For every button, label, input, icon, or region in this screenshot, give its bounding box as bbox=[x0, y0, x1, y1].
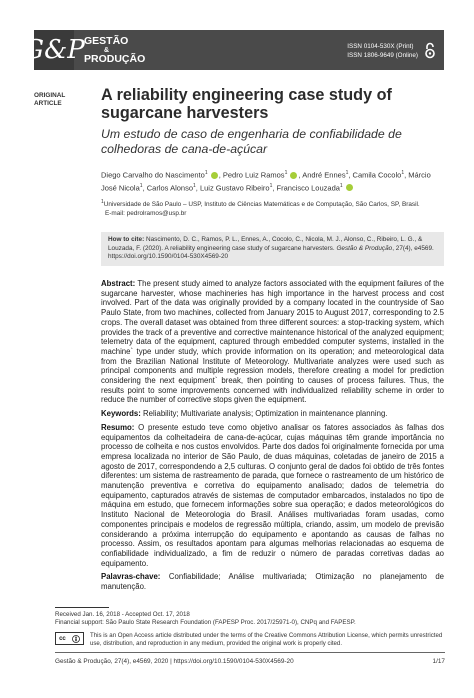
page-footer-citation: Gestão & Produção, 27(4), e4569, 2020 | https://doi.org/10.1590/0104-530X4569-20 bbox=[55, 658, 294, 665]
article-abstracts bbox=[101, 279, 444, 596]
how-to-cite-text: Nascimento, D. C., Ramos, P. L., Ennes, A., Cocolo, C., Nicola, M. J., Alonso, C., Ribeiro, L. G., & Louzada, F. (2020). A reliability engineering case study of sugarcane harvesters. bbox=[108, 236, 423, 252]
orcid-icon[interactable] bbox=[290, 172, 297, 179]
how-to-cite-details[interactable]: , 27(4), e4569. https://doi.org/10.1590/0104-530X4569-20 bbox=[108, 244, 434, 261]
author-name[interactable]: Márcio José Nicola bbox=[101, 170, 431, 192]
attribution-icon bbox=[72, 635, 80, 643]
resumo-text: O presente estudo teve como objetivo analisar os fatores associados às falhas dos equipamentos da colheitadeira de cana-de-açúcar, cujas máquinas têm grande importância no processo de colheita e nos custos envolvidos. Parte dos dados foi originalmente fornecida por uma empresa localizada no interior de São Paulo, de duas máquinas, coletadas de janeiro de 2015 a agosto de 2017, correspondendo a 2,5 culturas. O conjunto geral de dados foi obtido de três fontes diferentes: um sistema de rastreamento de parada, que fornece o rastreamento de um histórico de manutenção preventiva e corretiva do equipamento analisado; dados de telemetria do equipamento, capturados através de sistemas de computador embarcados, instalados no tipo de máquina em estudo, que fornecem informações sobre sua operação; e dados meteorológicos do Instituto Nacional de Meteorologia do Brasil. Análises multivariadas foram usadas, como componentes principais e modelos de regressão múltipla, criando, assim, um modelo de previsão considerando a próxima interrupção do equipamento e apontando as causas de falhas no processo. Assim, os resultados apontam para algumas melhorias relacionadas ao esquema de confiabilidade individualizado, a fim de reduzir o número de paradas corretivas dadas ao equipamento. bbox=[101, 422, 444, 568]
author-list: Diego Carvalho do Nascimento$^1$ , Pedro Luiz Ramos$^1$ , André Ennes$^1$, Camila Cocolo$^1$, Márcio José Nicola$^1$, Carlos Alonso$^1$, Luiz Gustavo Ribeiro$^1$, Francisco Louzada$^1$ bbox=[101, 170, 431, 192]
resumo-paragraph bbox=[101, 423, 444, 569]
author-name[interactable]: Luiz Gustavo Ribeiro bbox=[199, 183, 270, 192]
article-title: A reliability engineering case study of sugarcane harvesters bbox=[101, 86, 392, 122]
how-to-cite-box bbox=[101, 232, 444, 266]
license-text: This is an Open Access article distributed under the terms of the Creative Commons Attribution License, which permits unrestricted use, distribution, and reproduction in any medium, provided the original work is properly cited. bbox=[90, 632, 443, 647]
journal-name-line1: GESTÃO bbox=[84, 34, 129, 47]
author-name[interactable]: Pedro Luiz Ramos bbox=[222, 170, 285, 180]
article-type bbox=[34, 92, 65, 108]
journal-header bbox=[23, 30, 444, 70]
author-name[interactable]: Camila Cocolo bbox=[352, 170, 402, 180]
page-number: 1/17 bbox=[432, 658, 445, 665]
received-date: Received Jan. 16, 2018 - Accepted Oct. 17, 2018 bbox=[55, 611, 190, 618]
article-type-line1: ORIGINAL bbox=[34, 92, 66, 99]
author-name[interactable]: Diego Carvalho do Nascimento bbox=[101, 170, 205, 180]
orcid-icon[interactable] bbox=[346, 184, 353, 191]
financial-support: Financial support: São Paulo State Research Foundation (FAPESP Proc. 2017/25971-0), CNPq and FAPESP. bbox=[55, 619, 356, 627]
author-name[interactable]: Carlos Alonso bbox=[146, 183, 194, 192]
journal-name-amp: & bbox=[104, 46, 110, 54]
license-row bbox=[55, 632, 445, 648]
author-name[interactable]: André Ennes bbox=[302, 170, 346, 180]
article-front-matter bbox=[101, 86, 444, 218]
abstract-paragraph bbox=[101, 279, 444, 405]
affiliation: $^1$Universidade de São Paulo – USP, Instituto de Ciências Matemáticas e de Computação, São Carlos, SP, Brasil. E-mail: pedrolramos@usp.br bbox=[101, 198, 444, 218]
keywords-label: Keywords: bbox=[101, 409, 141, 419]
cc-license-icon[interactable]: cc bbox=[55, 632, 84, 645]
resumo-label: Resumo: bbox=[101, 422, 135, 432]
page-footer-divider bbox=[55, 652, 445, 653]
how-to-cite-label: How to cite: bbox=[108, 236, 145, 243]
issn-print: ISSN 0104-530X (Print) bbox=[347, 43, 414, 50]
issn-online: ISSN 1806-9649 (Online) bbox=[347, 52, 418, 59]
palavras-chave-text: Confiabilidade; Análise multivariada; Otimização no planejamento de manutenção. bbox=[101, 572, 445, 592]
open-access-icon bbox=[424, 42, 436, 59]
issn-block bbox=[347, 42, 418, 60]
affiliation-email[interactable]: E-mail: pedrolramos@usp.br bbox=[105, 209, 187, 217]
abstract-label: Abstract: bbox=[101, 279, 136, 288]
journal-logo: G&P bbox=[34, 30, 74, 70]
palavras-chave-paragraph bbox=[101, 572, 444, 591]
author-name[interactable]: Francisco Louzada bbox=[276, 183, 340, 192]
article-subtitle: Um estudo de caso de engenharia de confiabilidade de colhedoras de cana-de-açúcar bbox=[101, 127, 402, 156]
affiliation-text: Universidade de São Paulo – USP, Instituto de Ciências Matemáticas e de Computação, São Carlos, SP, Brasil. bbox=[103, 201, 420, 209]
journal-name bbox=[84, 36, 145, 65]
footnotes bbox=[55, 611, 445, 627]
abstract-text: The present study aimed to analyze factors associated with the equipment failures of the sugarcane harvester, whose machineries has high importance in the harvest process and cost involved. Part of the data was originally provided by a company located in the countryside of Sao Paulo State, from two machines, collected from January 2015 to August 2017, corresponding to 2.5 crops. The overall dataset was obtained from three different sources: a stop-tracking system, which provides the track of a preventive and corrective maintenance historical of the analyzed equipment; telemetry data of the equipment, captured through embedded computer systems, installed in the machine` type under study, which provide information on its operation; and meteorological data from the Brazilian National Institute of Meteorology. Multivariate analyzes were used such as principal components and multiple regression models, therefore creating a model for prediction considering the next equipment` break, then pointing to causes of process failures. Thus, the results point to some improvements concerned with individualized reliability scheme in order to reduce the number of corrective stops given the equipment. bbox=[101, 279, 444, 405]
orcid-icon[interactable] bbox=[211, 172, 218, 179]
keywords-paragraph bbox=[101, 409, 444, 419]
footnote-divider bbox=[55, 607, 109, 608]
article-type-line2: ARTICLE bbox=[34, 100, 62, 107]
page-footer bbox=[55, 658, 445, 665]
how-to-cite-journal: Gestão & Produção bbox=[336, 244, 393, 252]
palavras-chave-label: Palavras-chave: bbox=[101, 572, 161, 582]
journal-name-line2: PRODUÇÃO bbox=[84, 52, 146, 65]
keywords-text: Reliability; Multivariate analysis; Optimization in maintenance planning. bbox=[143, 409, 388, 419]
